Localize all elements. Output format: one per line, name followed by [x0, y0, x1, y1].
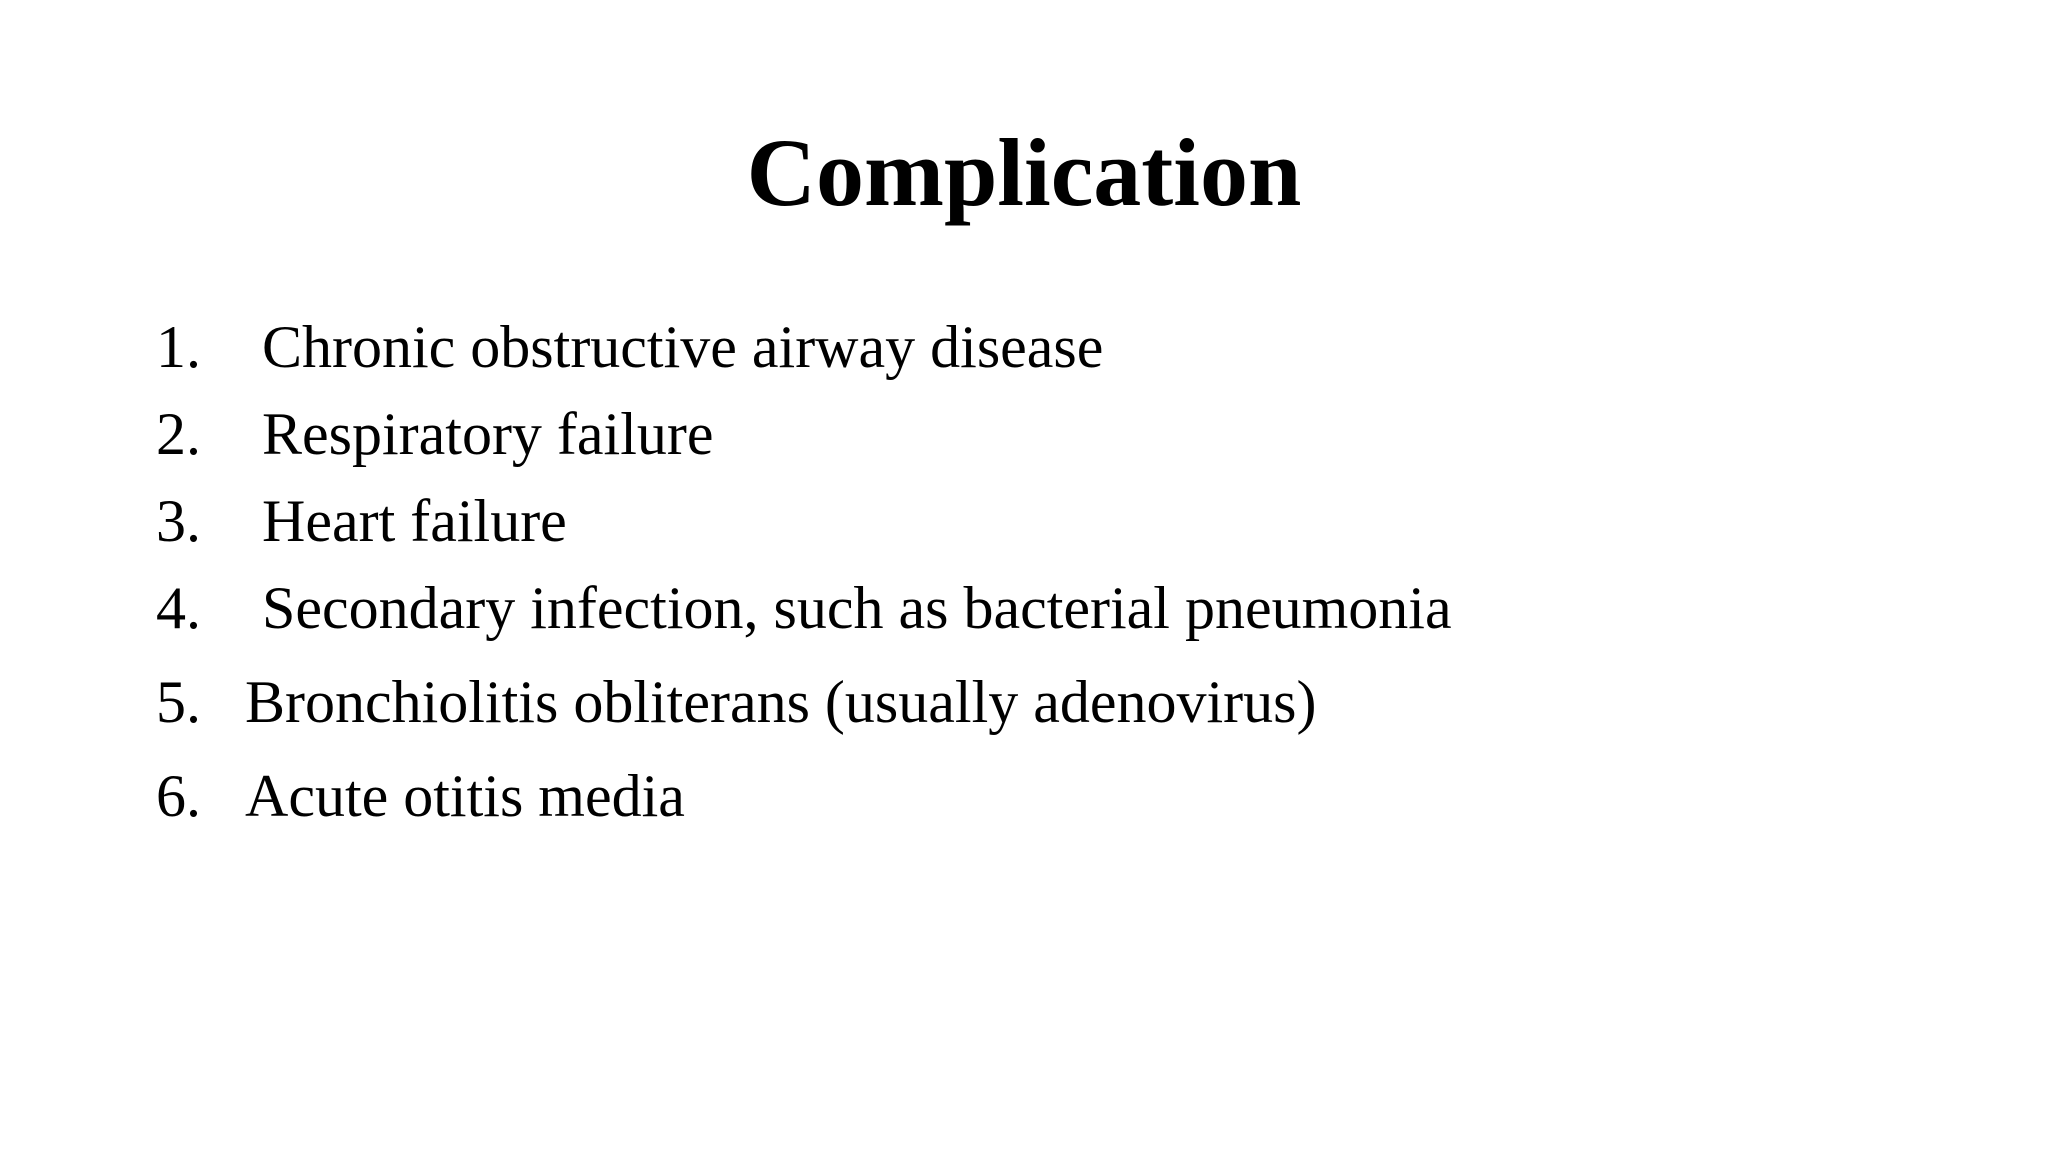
- list-item-text: Secondary infection, such as bacterial pneumonia: [262, 575, 1452, 641]
- list-item-number: 1.: [156, 314, 201, 380]
- list-item-text: Chronic obstructive airway disease: [262, 314, 1104, 380]
- list-item-number: 2.: [156, 401, 201, 467]
- list-item-number: 3.: [156, 488, 201, 554]
- list-item-number: 6.: [156, 763, 201, 829]
- list-item-text: Bronchiolitis obliterans (usually adenovirus): [245, 669, 1317, 735]
- list-item-number: 4.: [156, 575, 201, 641]
- list-item-text: Acute otitis media: [245, 763, 685, 829]
- list-item-text: Heart failure: [262, 488, 567, 554]
- slide-title: Complication: [746, 119, 1302, 226]
- list-item-text: Respiratory failure: [262, 401, 714, 467]
- list-item-number: 5.: [156, 669, 201, 735]
